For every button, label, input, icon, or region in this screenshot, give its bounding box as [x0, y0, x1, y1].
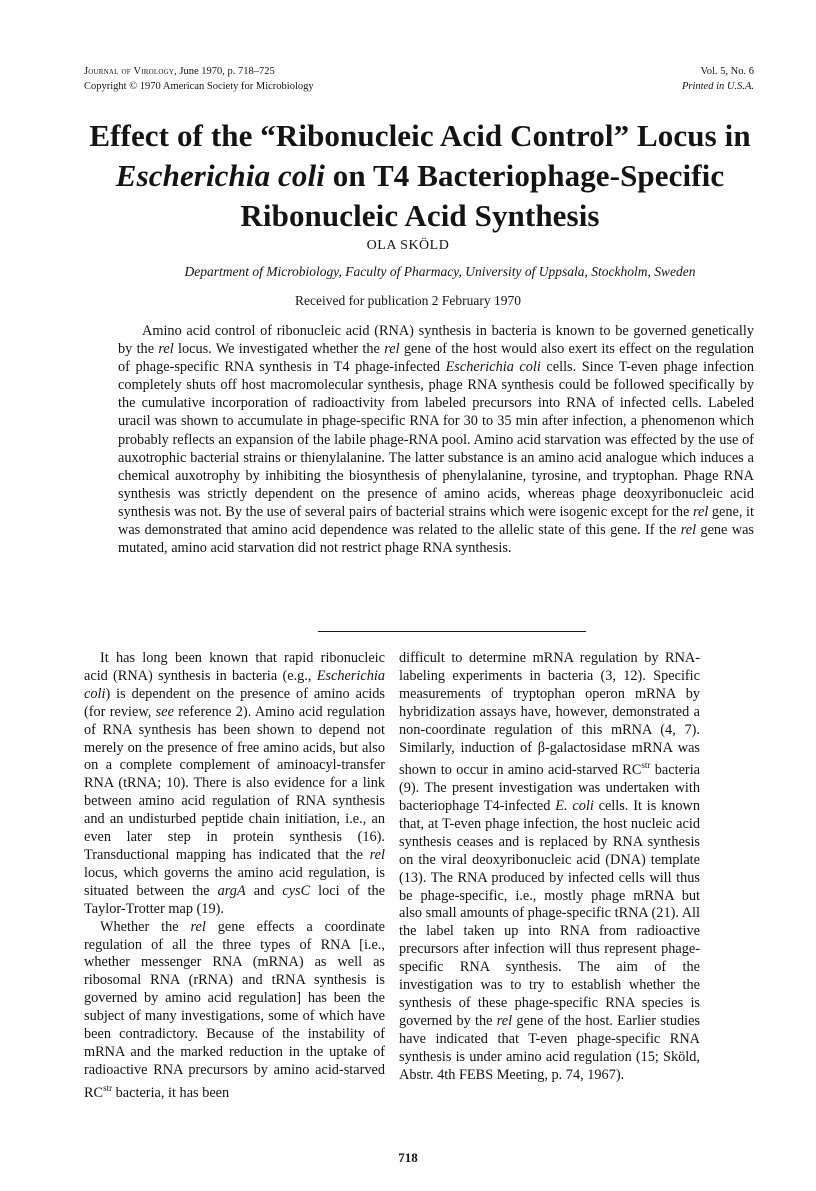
article-title	[60, 116, 780, 236]
title-organism: Escherichia coli	[115, 158, 325, 193]
author-name: OLA SKÖLD	[366, 238, 450, 253]
title-line-2-rest: on T4 Bacteriophage-Specific	[324, 158, 725, 193]
body-paragraph	[399, 650, 700, 1085]
abstract-text: gene, it was demonstrated that amino acid dependence was related to the allelic state of this gene. If the	[118, 503, 755, 539]
abstract-gene-term: rel	[158, 341, 174, 358]
abstract-organism-term: Escherichia coli	[445, 359, 541, 376]
body-italic-term: argA	[217, 882, 246, 899]
body-text: ) is dependent on the presence of amino acids (for review,	[84, 685, 385, 720]
abstract-text: Amino acid control of ribonucleic acid (RNA) synthesis in bacteria is known to be governed genetically by the	[118, 323, 754, 358]
abstract-gene-term: rel	[680, 522, 697, 539]
body-italic-term: E. coli	[555, 798, 594, 815]
journal-header	[84, 64, 314, 94]
body-column-right	[399, 650, 700, 1085]
body-italic-term: rel	[190, 918, 206, 935]
title-line-3: Ribonucleic Acid Synthesis	[240, 198, 600, 233]
abstract	[118, 322, 754, 557]
title-line-1: Effect of the “Ribonucleic Acid Control” Locus in	[89, 118, 751, 153]
body-text: reference 2). Amino acid regulation of RNA synthesis has been shown to depend not merely on the presence of free amino acids, but also on a complete complement of aminoacyl-transfer RNA (tRNA; 10). There is also evidence for a link between amino acid regulation of RNA synthesis and an undisturbed peptide chain initiation, i.e., an even later step in protein synthesis (16). Transductional mapping has indicated that the	[84, 703, 386, 863]
body-text: cells. It is known that, at T-even phage infection, the host nucleic acid synthesis ceases and is replaced by RNA synthesis on the viral deoxyribonucleic acid (DNA) template (13). The RNA produced by infected cells will thus be phage-specific, i.e., mostly phage mRNA but also small amounts of phage-specific tRNA (21). All the label taken up into RNA from radioactive precursors after infection will thus represent phage-specific RNA synthesis. The aim of the investigation was to try to establish whether the synthesis of these phage-specific RNA species is governed by the	[399, 798, 701, 1029]
copyright-line: Copyright © 1970 American Society for Microbiology	[84, 81, 314, 92]
section-divider	[318, 631, 586, 632]
abstract-text: cells. Since T-even phage infection completely shuts off host macromolecular synthesis, phage RNA synthesis could be followed specifically by the cumulative incorporation of radioactivity from labeled precursors into RNA of infected cells. Labeled uracil was shown to accumulate in phage-specific RNA for 30 to 35 min after infection, a phenomenon which probably reflects an expansion of the labile phage-RNA pool. Amino acid starvation was effected by the use of auxotrophic bacterial strains or thienylalanine. The latter substance is an amino acid analogue which induces a chemical auxotrophy by inhibiting the biosynthesis of phenylalanine, tyrosine, and tryptophan. Phage RNA synthesis was strictly dependent on the presence of amino acids, whereas phage deoxyribonucleic acid synthesis was not. By the use of several pairs of bacterial strains which were isogenic except for the	[118, 359, 754, 520]
volume-info	[682, 64, 754, 94]
volume-number: Vol. 5, No. 6	[700, 66, 754, 77]
body-text: gene effects a coordinate regulation of all the three types of RNA [i.e., whether messenger RNA (mRNA) as well as ribosomal RNA (rRNA) and tRNA synthesis is governed by amino acid regulation] has been the subject of many investigations, some of which have been contradictory. Because of the instability of mRNA and the marked reduction in the uptake of radioactive RNA precursors by amino acid-starved RC	[84, 918, 385, 1101]
body-italic-term: rel	[496, 1012, 513, 1029]
body-column-left	[84, 650, 385, 1102]
body-paragraph	[84, 919, 385, 1103]
journal-name: Journal of Virology	[84, 66, 175, 77]
body-text: locus, which governs the amino acid regulation, is situated between the	[84, 864, 385, 899]
superscript: str	[103, 1082, 113, 1093]
abstract-text: gene of the host would also exert its effect on the regulation of phage-specific RNA synthesis in T4 phage-infected	[118, 341, 754, 376]
abstract-text: gene was mutated, amino acid starvation did not restrict phage RNA synthesis.	[118, 522, 754, 557]
page-number: 718	[398, 1150, 418, 1165]
body-text: gene of the host. Earlier studies have indicated that T-even phage-specific RNA synthesis is under amino acid regulation (15; Sköld, Abstr. 4th FEBS Meeting, p. 74, 1967).	[399, 1012, 700, 1083]
body-italic-term: cysC	[282, 882, 311, 899]
body-text: and	[245, 882, 283, 899]
printed-location: Printed in U.S.A.	[681, 81, 754, 92]
abstract-text: locus. We investigated whether the	[173, 341, 385, 358]
author-affiliation: Department of Microbiology, Faculty of Pharmacy, University of Uppsala, Stockholm, Sweden	[184, 264, 696, 279]
body-paragraph	[84, 650, 385, 919]
title-line-2	[60, 156, 780, 196]
journal-citation	[84, 64, 314, 79]
superscript: str	[641, 760, 651, 771]
abstract-gene-term: rel	[692, 503, 709, 520]
received-date: Received for publication 2 February 1970	[294, 293, 522, 308]
abstract-gene-term: rel	[384, 341, 400, 358]
body-text: It has long been known that rapid ribonucleic acid (RNA) synthesis in bacteria (e.g.,	[84, 650, 385, 684]
body-text: loci of the Taylor-Trotter map (19).	[84, 882, 385, 917]
body-text: Whether the	[100, 918, 191, 935]
body-text: difficult to determine mRNA regulation by RNA-labeling experiments in bacteria (3, 12). Specific measurements of tryptophan operon mRNA by hybridization assays have, however, demonstrated a non-coordinate regulation of this mRNA (4, 7). Similarly, induction of β-galactosidase mRNA was shown to occur in amino acid-starved RC	[399, 650, 700, 779]
body-text: bacteria, it has been	[112, 1084, 230, 1101]
body-italic-term: rel	[369, 846, 385, 863]
journal-issue: , June 1970, p. 718–725	[174, 66, 275, 77]
body-text: bacteria (9). The present investigation was undertaken with bacteriophage T4-infected	[399, 762, 701, 815]
body-italic-term: see	[155, 703, 174, 720]
body-italic-term: Escherichia coli	[84, 667, 385, 702]
